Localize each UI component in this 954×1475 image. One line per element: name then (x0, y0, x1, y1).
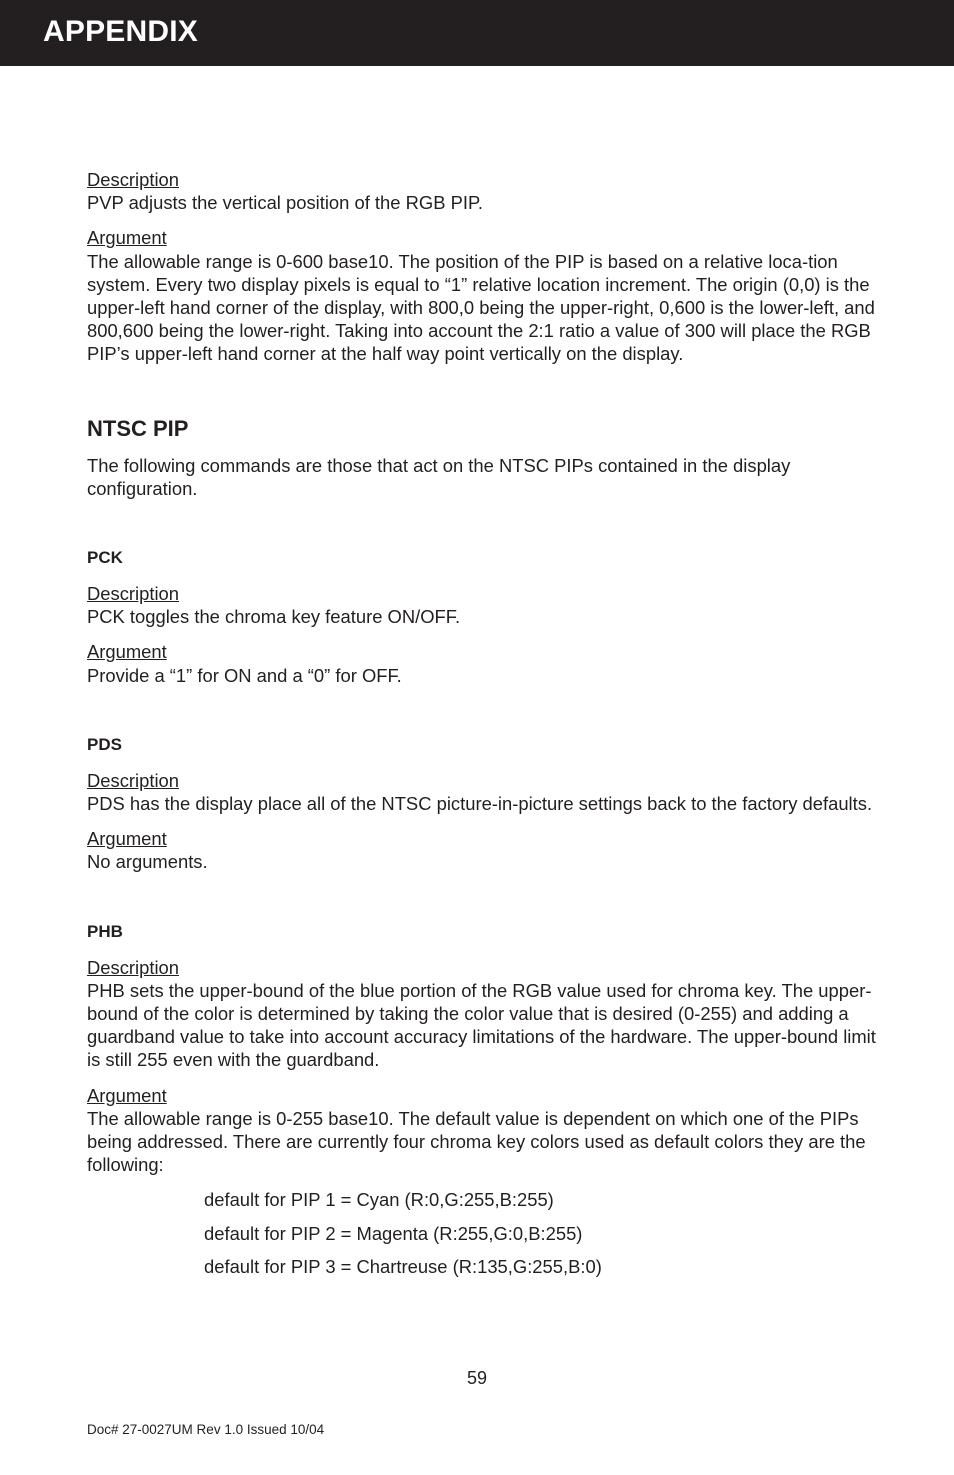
phb-description-block (87, 956, 877, 1072)
default-colors-list (87, 1188, 877, 1278)
pvp-description-block (87, 168, 877, 214)
pck-description-block (87, 582, 877, 628)
argument-label: Argument (87, 641, 167, 663)
pck-heading: PCK (87, 548, 123, 568)
pck-argument-block (87, 640, 877, 686)
argument-label: Argument (87, 828, 167, 850)
header-bar (0, 0, 954, 66)
description-label: Description (87, 169, 179, 190)
list-item: default for PIP 2 = Magenta (R:255,G:0,B:255) (204, 1222, 583, 1244)
pds-description-block (87, 769, 877, 815)
phb-argument: The allowable range is 0-255 base10. The default value is dependent on which one of the PIPs being addressed. There are currently four chroma key colors used as default colors they are the following: (87, 1107, 866, 1176)
section-title: APPENDIX (43, 15, 198, 48)
pck-description: PCK toggles the chroma key feature ON/OFF. (87, 606, 461, 628)
pvp-description: PVP adjusts the vertical position of the RGB PIP. (87, 192, 483, 214)
pvp-argument: The allowable range is 0-600 base10. The position of the PIP is based on a relative loca-tion system. Every two display pixels is equal to “1” relative location increment. The origin (0,0) is the upper-left hand corner of the display, with 800,0 being the upper-right, 0,600 is the lower-left, and 800,600 being the lower-right. Taking into account the 2:1 ratio a value of 300 will place the RGB PIP’s upper-left hand corner at the half way point vertically on the display. (87, 250, 875, 365)
list-item: default for PIP 3 = Chartreuse (R:135,G:255,B:0) (204, 1255, 602, 1277)
document-id: Doc# 27-0027UM Rev 1.0 Issued 10/04 (87, 1422, 325, 1437)
description-label: Description (87, 769, 179, 791)
phb-heading: PHB (87, 921, 123, 941)
list-item: default for PIP 1 = Cyan (R:0,G:255,B:255) (204, 1189, 554, 1211)
phb-description: PHB sets the upper-bound of the blue portion of the RGB value used for chroma key. The upper-bound of the color is determined by taking the color value that is desired (0-255) and adding a guardband value to take into account accuracy limitations of the hardware. The upper-bound limit is still 255 even with the guardband. (87, 979, 876, 1071)
ntsc-pip-intro: The following commands are those that act on the NTSC PIPs contained in the display configuration. (87, 454, 791, 499)
pvp-argument-block (87, 226, 877, 365)
description-label: Description (87, 583, 179, 605)
pds-description: PDS has the display place all of the NTSC picture-in-picture settings back to the factory defaults. (87, 793, 873, 815)
page-content (87, 168, 877, 1288)
description-label: Description (87, 956, 179, 978)
phb-argument-block (87, 1084, 877, 1177)
argument-label: Argument (87, 1084, 167, 1106)
ntsc-pip-heading: NTSC PIP (87, 415, 189, 441)
argument-label: Argument (87, 227, 167, 249)
pck-argument: Provide a “1” for ON and a “0” for OFF. (87, 664, 402, 686)
pds-heading: PDS (87, 734, 122, 754)
pds-argument-block (87, 827, 877, 873)
pds-argument: No arguments. (87, 851, 208, 873)
page-number: 59 (466, 1368, 488, 1388)
